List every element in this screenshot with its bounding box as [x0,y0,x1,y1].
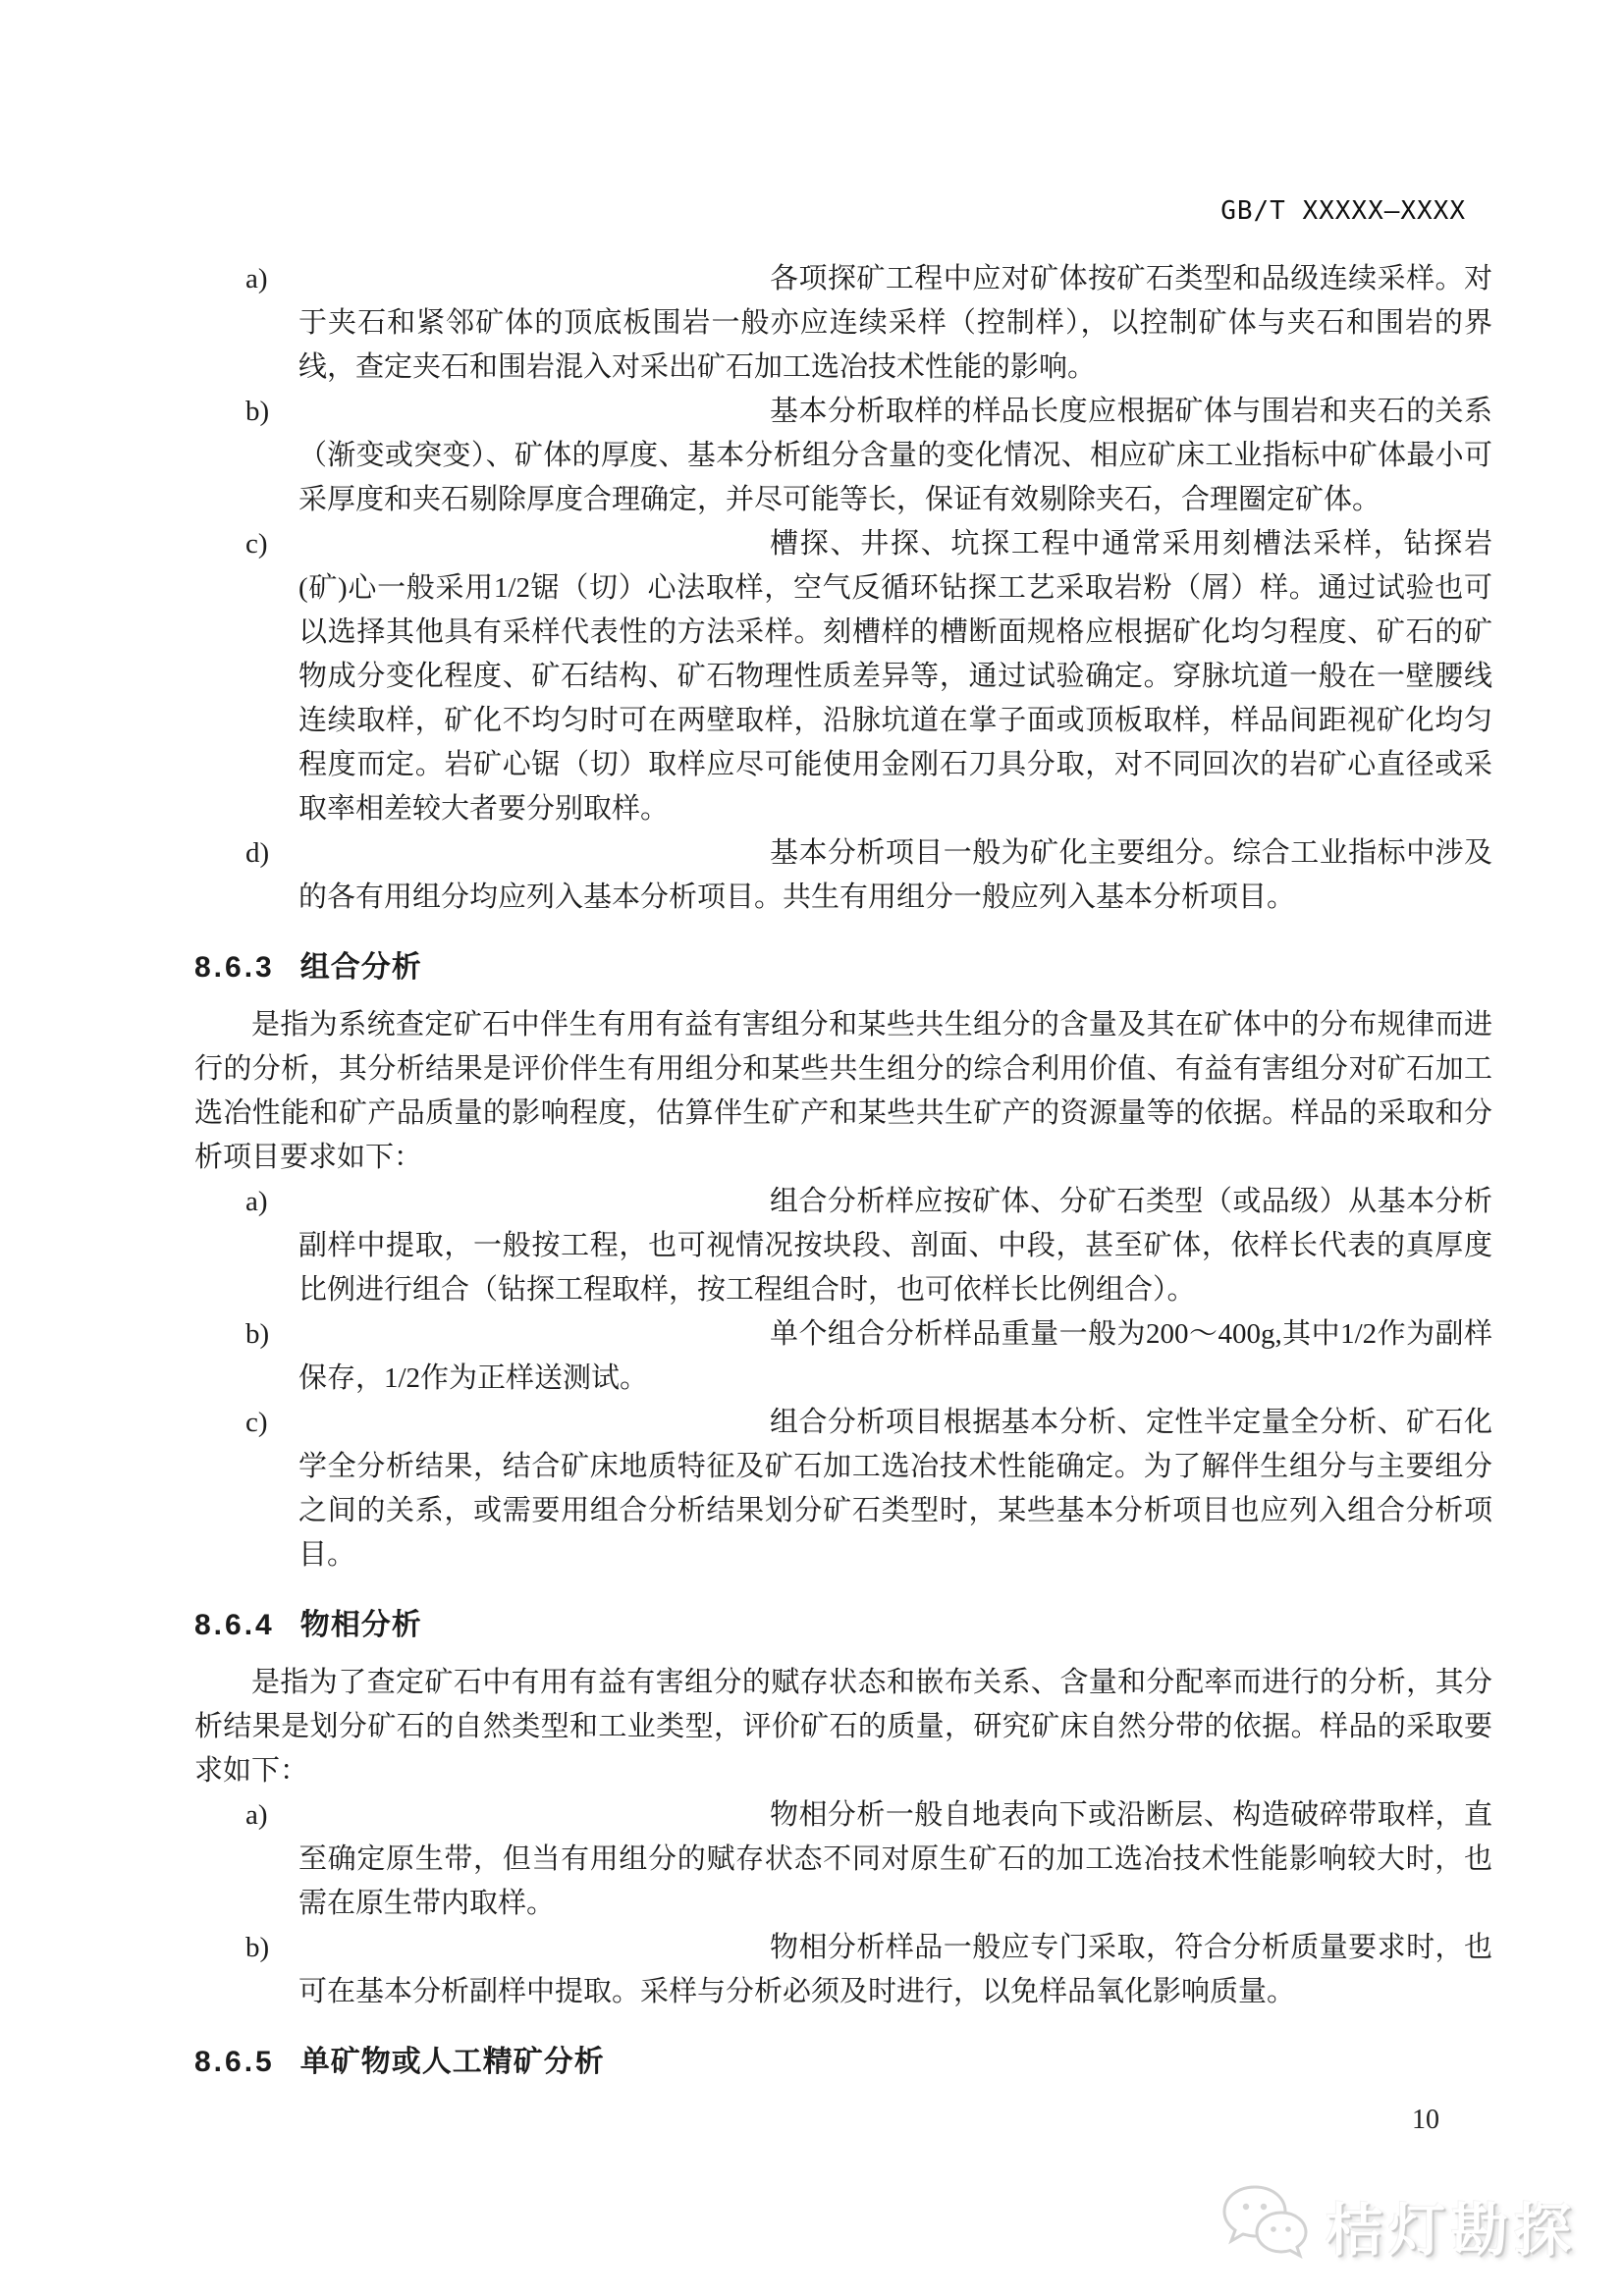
section-heading-8-6-4 [194,1603,1492,1647]
section-title: 物相分析 [299,1609,422,1641]
page-number: 10 [1412,2105,1439,2135]
page-content [194,257,1492,2098]
list-item [245,1793,1492,1926]
list-item-label: c) [245,1407,268,1438]
list-item-label: b) [245,1318,270,1350]
list-item [245,522,1492,831]
list-item [245,1180,1492,1312]
list-item-text: 组合分析项目根据基本分析、定性半定量全分析、矿石化学全分析结果，结合矿床地质特征及矿石加工选冶技术性能确定。为了解伴生组分与主要组分之间的关系，或需要用组合分析结果划分矿石类型时，某些基本分析项目也应列入组合分析项目。 [298,1407,1492,1571]
section-title: 组合分析 [299,951,422,984]
list-item [245,1312,1492,1401]
list-item-text: 槽探、井探、坑探工程中通常采用刻槽法采样，钻探岩(矿)心一般采用1/2锯（切）心法取样，空气反循环钻探工艺采取岩粉（屑）样。通过试验也可以选择其他具有采样代表性的方法采样。刻槽样的槽断面规格应根据矿化均匀程度、矿石的矿物成分变化程度、矿石结构、矿石物理性质差异等，通过试验确定。穿脉坑道一般在一壁腰线连续取样，矿化不均匀时可在两壁取样，沿脉坑道在掌子面或顶板取样，样品间距视矿化均匀程度而定。岩矿心锯（切）取样应尽可能使用金刚石刀具分取，对不同回次的岩矿心直径或采取率相差较大者要分别取样。 [298,528,1492,825]
section-heading-8-6-3 [194,945,1492,989]
list-item-label: c) [245,528,268,560]
list-item-label: a) [245,1799,268,1831]
list-item-text: 基本分析项目一般为矿化主要组分。综合工业指标中涉及的各有用组分均应列入基本分析项目。共生有用组分一般应列入基本分析项目。 [298,837,1492,913]
list-item-text: 各项探矿工程中应对矿体按矿石类型和品级连续采样。对于夹石和紧邻矿体的顶底板围岩一般亦应连续采样（控制样），以控制矿体与夹石和围岩的界线，查定夹石和围岩混入对采出矿石加工选冶技术性能的影响。 [298,263,1492,383]
section-intro-paragraph: 是指为了查定矿石中有用有益有害组分的赋存状态和嵌布关系、含量和分配率而进行的分析，其分析结果是划分矿石的自然类型和工业类型，评价矿石的质量，研究矿床自然分带的依据。样品的采取要求如下： [194,1667,1492,1787]
watermark-text: 桔灯勘探 [1325,2198,1577,2263]
list-item-label: a) [245,1186,268,1217]
list-item-text: 单个组合分析样品重量一般为200～400g,其中1/2作为副样保存，1/2作为正样送测试。 [298,1318,1492,1394]
list-item-text: 物相分析一般自地表向下或沿断层、构造破碎带取样，直至确定原生带，但当有用组分的赋存状态不同对原生矿石的加工选冶技术性能影响较大时，也需在原生带内取样。 [298,1799,1492,1919]
list-item-label: b) [245,396,270,427]
list-item [245,1401,1492,1577]
list-item [245,390,1492,522]
section-heading-8-6-5 [194,2040,1492,2084]
section-title: 单矿物或人工精矿分析 [299,2046,605,2078]
section-number: 8.6.3 [194,951,275,984]
section-number: 8.6.4 [194,1609,275,1641]
list-item [245,1926,1492,2014]
list-item-text: 组合分析样应按矿体、分矿石类型（或品级）从基本分析副样中提取，一般按工程，也可视情况按块段、剖面、中段，甚至矿体，依样长代表的真厚度比例进行组合（钻探工程取样，按工程组合时，也可依样长比例组合）。 [298,1186,1492,1306]
section-number: 8.6.5 [194,2046,275,2078]
list-item [245,831,1492,920]
list-item-text: 物相分析样品一般应专门采取，符合分析质量要求时，也可在基本分析副样中提取。采样与分析必须及时进行，以免样品氧化影响质量。 [298,1932,1492,2007]
list-item-label: b) [245,1932,270,1963]
standard-code-header: GB/T XXXXX—XXXX [1220,196,1466,226]
list-item-label: d) [245,837,270,869]
list-item-text: 基本分析取样的样品长度应根据矿体与围岩和夹石的关系（渐变或突变）、矿体的厚度、基本分析组分含量的变化情况、相应矿床工业指标中矿体最小可采厚度和夹石剔除厚度合理确定，并尽可能等长，保证有效剔除夹石，合理圈定矿体。 [298,396,1492,515]
list-item [245,257,1492,390]
wechat-logo-icon [1219,2181,1314,2269]
list-item-label: a) [245,263,268,294]
section-intro-paragraph: 是指为系统查定矿石中伴生有用有益有害组分和某些共生组分的含量及其在矿体中的分布规律而进行的分析，其分析结果是评价伴生有用组分和某些共生组分的综合利用价值、有益有害组分对矿石加工选冶性能和矿产品质量的影响程度，估算伴生矿产和某些共生矿产的资源量等的依据。样品的采取和分析项目要求如下： [194,1009,1492,1173]
watermark [1219,2181,1577,2269]
